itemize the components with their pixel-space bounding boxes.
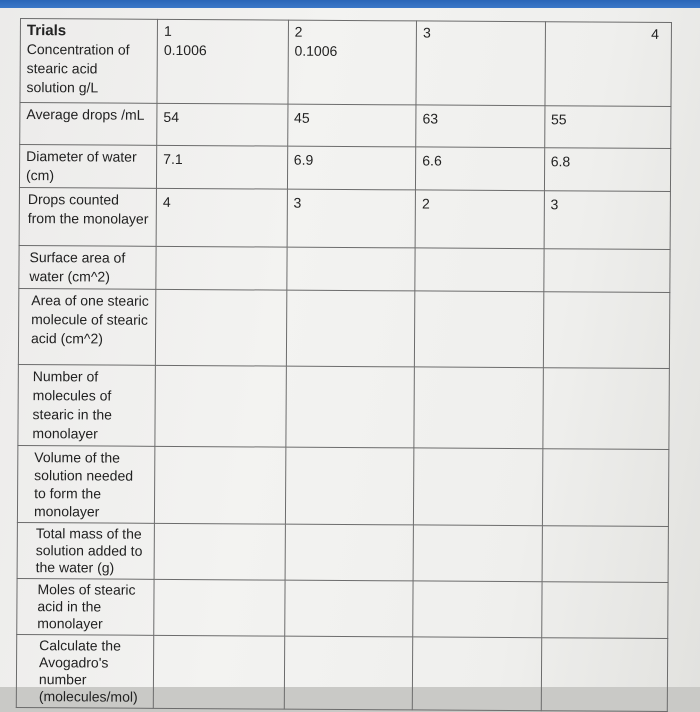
table-row	[19, 145, 670, 192]
row-value	[542, 526, 669, 583]
table-row	[19, 187, 670, 249]
row-value	[286, 290, 415, 367]
row-value	[154, 523, 285, 580]
row-value	[287, 247, 416, 291]
row-value	[541, 582, 668, 639]
row-value: 6.6	[416, 147, 545, 191]
row-value	[413, 525, 542, 582]
table-row	[20, 103, 671, 149]
table-row	[16, 634, 667, 711]
row-value: 7.1	[157, 145, 288, 189]
row-label: Average drops /mL	[20, 103, 157, 146]
row-value	[414, 367, 543, 449]
concentration-label: Concentration of stearic acid solution g/L	[26, 41, 130, 96]
trial-4-number: 4	[651, 25, 659, 42]
trial-3-number: 3	[423, 24, 431, 41]
row-label: Volume of the solution needed to form the monolayer	[17, 445, 155, 523]
trial-2-concentration: 0.1006	[294, 42, 338, 59]
row-value	[284, 636, 413, 710]
row-label: Moles of stearic acid in the monolayer	[17, 578, 154, 635]
row-value: 45	[287, 104, 416, 147]
top-edge-bar	[0, 0, 700, 8]
data-table-wrapper	[16, 18, 680, 705]
row-value	[286, 366, 415, 448]
table-row	[17, 445, 668, 526]
table-row	[18, 288, 669, 368]
table-row-header	[20, 19, 672, 107]
row-value	[542, 449, 669, 527]
row-value	[543, 292, 670, 369]
row-value	[154, 446, 285, 524]
data-table	[16, 18, 672, 712]
row-label: Diameter of water (cm)	[19, 145, 156, 189]
row-label: Surface area of water (cm^2)	[19, 245, 156, 289]
table-row	[19, 245, 670, 292]
trial-1-number: 1	[163, 22, 172, 39]
trial-1-cell	[157, 19, 288, 104]
row-value	[412, 637, 541, 711]
row-value	[153, 635, 284, 709]
row-value	[285, 447, 414, 525]
worksheet-photo	[0, 8, 700, 705]
row-value: 6.8	[544, 148, 671, 192]
row-value	[285, 524, 414, 581]
table-row	[17, 522, 668, 582]
table-row	[17, 578, 668, 638]
row-value: 3	[544, 191, 671, 250]
header-label-cell	[20, 19, 158, 104]
row-value: 2	[415, 190, 544, 249]
trial-1-concentration: 0.1006	[163, 41, 207, 59]
row-label: Total mass of the solution added to the water (g)	[17, 522, 154, 579]
row-value: 4	[156, 188, 287, 247]
row-value: 54	[157, 103, 288, 146]
trial-2-number: 2	[294, 23, 303, 40]
row-value	[155, 365, 286, 447]
row-value	[415, 248, 544, 292]
row-value: 55	[544, 106, 671, 149]
row-value	[541, 638, 668, 712]
row-value: 63	[416, 105, 545, 148]
row-value	[413, 581, 542, 638]
row-value	[155, 289, 286, 366]
row-value: 6.9	[287, 146, 416, 190]
row-value	[284, 580, 413, 637]
row-label: Drops counted from the monolayer	[19, 187, 156, 246]
row-value	[415, 291, 544, 368]
trial-2-cell	[288, 20, 417, 105]
row-value	[414, 448, 543, 526]
row-label: Area of one stearic molecule of stearic acid (cm^2)	[18, 288, 156, 365]
row-value	[543, 368, 670, 450]
row-value	[154, 579, 285, 636]
row-label: Number of molecules of stearic in the monolayer	[18, 364, 156, 446]
table-row	[18, 364, 669, 449]
row-value	[543, 249, 670, 293]
trial-4-cell	[545, 22, 672, 107]
row-value: 3	[287, 189, 416, 248]
row-value	[156, 246, 287, 290]
trials-label: Trials	[26, 22, 67, 40]
row-label: Calculate the Avogadro's number (molecules/mol)	[16, 634, 153, 708]
trial-3-cell	[416, 21, 545, 106]
